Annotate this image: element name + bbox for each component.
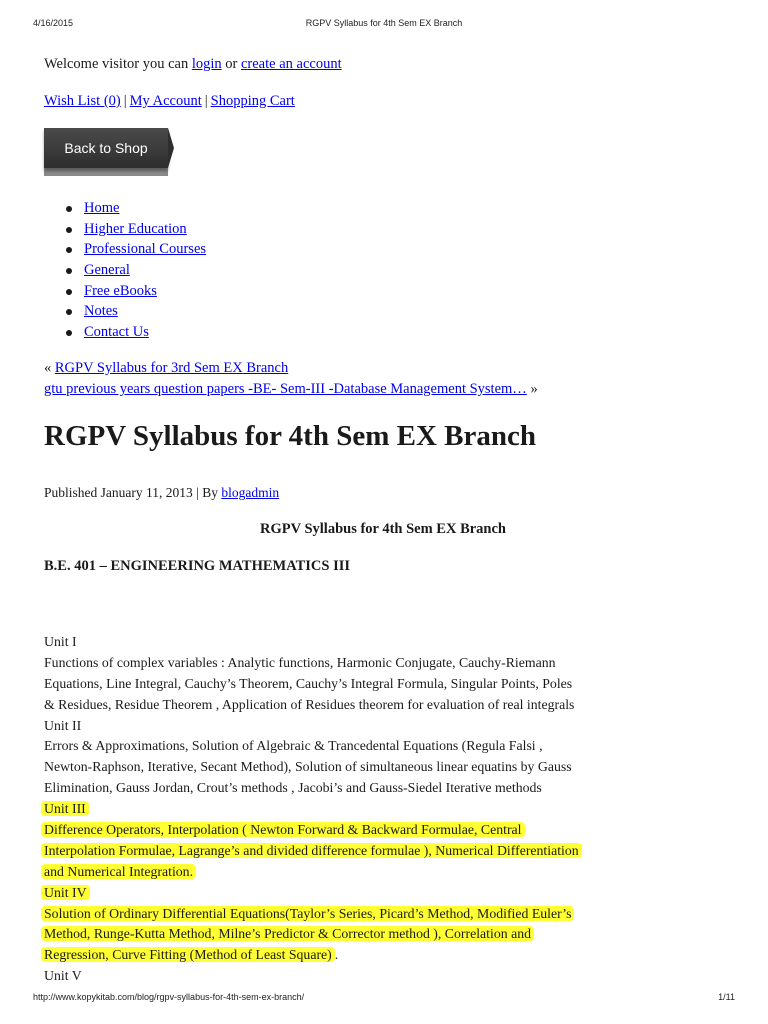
menu-item-general (66, 260, 206, 281)
highlighted-text: Interpolation Formulae, Lagrange’s and divided difference formulae ), Numerical Differentiation (41, 843, 582, 858)
syllabus-line (44, 966, 644, 987)
syllabus-line (44, 736, 644, 757)
menu-item-higher-education (66, 219, 206, 240)
print-page-number: 1/11 (718, 992, 735, 1002)
article-heading: RGPV Syllabus for 4th Sem EX Branch (260, 521, 506, 537)
welcome-or: or (225, 56, 238, 72)
course-heading: B.E. 401 – ENGINEERING MATHEMATICS III (44, 558, 351, 574)
print-footer (0, 992, 768, 1008)
syllabus-line (44, 820, 644, 841)
author-link[interactable]: blogadmin (221, 485, 280, 500)
menu-item-home (66, 198, 206, 219)
syllabus-text: Unit V (44, 968, 82, 984)
syllabus-line (44, 716, 644, 737)
syllabus-line (44, 904, 644, 925)
menu-item-notes (66, 301, 206, 322)
syllabus-line (44, 883, 644, 904)
syllabus-line (44, 862, 644, 883)
menu-item-professional-courses (66, 239, 206, 260)
syllabus-text: Equations, Line Integral, Cauchy’s Theorem, Cauchy’s Integral Formula, Singular Points, Poles (44, 675, 573, 691)
highlighted-text: Unit IV (41, 885, 90, 900)
highlighted-text: Regression, Curve Fitting (Method of Least Square) (41, 947, 335, 962)
syllabus-line (44, 757, 644, 778)
syllabus-line (44, 945, 644, 966)
highlighted-text: Unit III (41, 801, 89, 816)
syllabus-text: Newton-Raphson, Iterative, Secant Method), Solution of simultaneous linear equatins by Gauss (44, 759, 572, 775)
menu-link[interactable]: Free eBooks (84, 282, 157, 299)
print-date: 4/16/2015 (33, 18, 74, 28)
syllabus-text: & Residues, Residue Theorem , Application of Residues theorem for evaluation of real integrals (44, 696, 575, 712)
menu-link[interactable]: Professional Courses (84, 241, 207, 258)
syllabus-line (44, 778, 644, 799)
prev-arrow-icon: « (44, 360, 52, 376)
previous-post-link[interactable]: RGPV Syllabus for 3rd Sem EX Branch (54, 360, 289, 376)
next-arrow-icon: » (530, 381, 538, 397)
highlighted-text: Solution of Ordinary Differential Equations(Taylor’s Series, Picard’s Method, Modified Euler’s (41, 906, 574, 921)
separator: | (204, 93, 208, 109)
next-post-nav (44, 381, 538, 398)
create-account-link[interactable]: create an account (240, 56, 342, 72)
welcome-text: Welcome visitor you can (44, 56, 189, 72)
highlighted-text: Difference Operators, Interpolation ( Newton Forward & Backward Formulae, Central (41, 822, 525, 837)
syllabus-text: Unit II (44, 717, 82, 733)
menu-link[interactable]: Higher Education (84, 220, 187, 237)
back-to-shop-button[interactable]: Back to Shop (44, 128, 168, 168)
syllabus-line (44, 632, 644, 653)
menu-item-free-ebooks (66, 281, 206, 302)
menu-item-contact-us (66, 322, 206, 343)
syllabus-line (44, 841, 644, 862)
syllabus-text: Elimination, Gauss Jordan, Crout’s methods , Jacobi’s and Gauss-Siedel Iterative methods (44, 780, 542, 796)
syllabus-text: Functions of complex variables : Analytic functions, Harmonic Conjugate, Cauchy-Riemann (44, 654, 556, 670)
my-account-link[interactable]: My Account (129, 93, 202, 109)
separator: | (123, 93, 127, 109)
menu-link[interactable]: Contact Us (84, 324, 149, 341)
wishlist-link[interactable]: Wish List (0) (44, 93, 121, 109)
highlighted-text: Method, Runge-Kutta Method, Milne’s Predictor & Corrector method ), Correlation and (41, 926, 534, 941)
syllabus-suffix: . (334, 947, 339, 963)
highlighted-text: and Numerical Integration. (41, 864, 196, 879)
published-meta (44, 485, 279, 501)
print-header (0, 18, 768, 34)
login-link[interactable]: login (191, 56, 222, 72)
welcome-line (44, 56, 342, 73)
syllabus-line (44, 674, 644, 695)
menu-link[interactable]: Notes (84, 303, 118, 320)
published-text: Published January 11, 2013 | By (44, 485, 218, 500)
syllabus-text: Errors & Approximations, Solution of Algebraic & Trancedental Equations (Regula Falsi , (44, 738, 543, 754)
menu-link[interactable]: Home (84, 200, 120, 216)
shopping-cart-link[interactable]: Shopping Cart (210, 93, 295, 109)
print-title: RGPV Syllabus for 4th Sem EX Branch (305, 18, 463, 28)
menu-link[interactable]: General (84, 262, 130, 279)
syllabus-line (44, 924, 644, 945)
print-url: http://www.kopykitab.com/blog/rgpv-syllabus-for-4th-sem-ex-branch/ (33, 992, 305, 1002)
syllabus-line (44, 695, 644, 716)
back-button-shadow (44, 168, 168, 176)
syllabus-text: Unit I (44, 634, 77, 649)
main-menu (66, 198, 206, 343)
account-links (44, 93, 295, 110)
syllabus-body (44, 632, 644, 987)
next-post-link[interactable]: gtu previous years question papers -BE- Sem-III -Database Management System… (44, 381, 527, 397)
page-title: RGPV Syllabus for 4th Sem EX Branch (44, 420, 536, 452)
syllabus-line (44, 653, 644, 674)
previous-post-nav (44, 360, 288, 377)
syllabus-line (44, 799, 644, 820)
